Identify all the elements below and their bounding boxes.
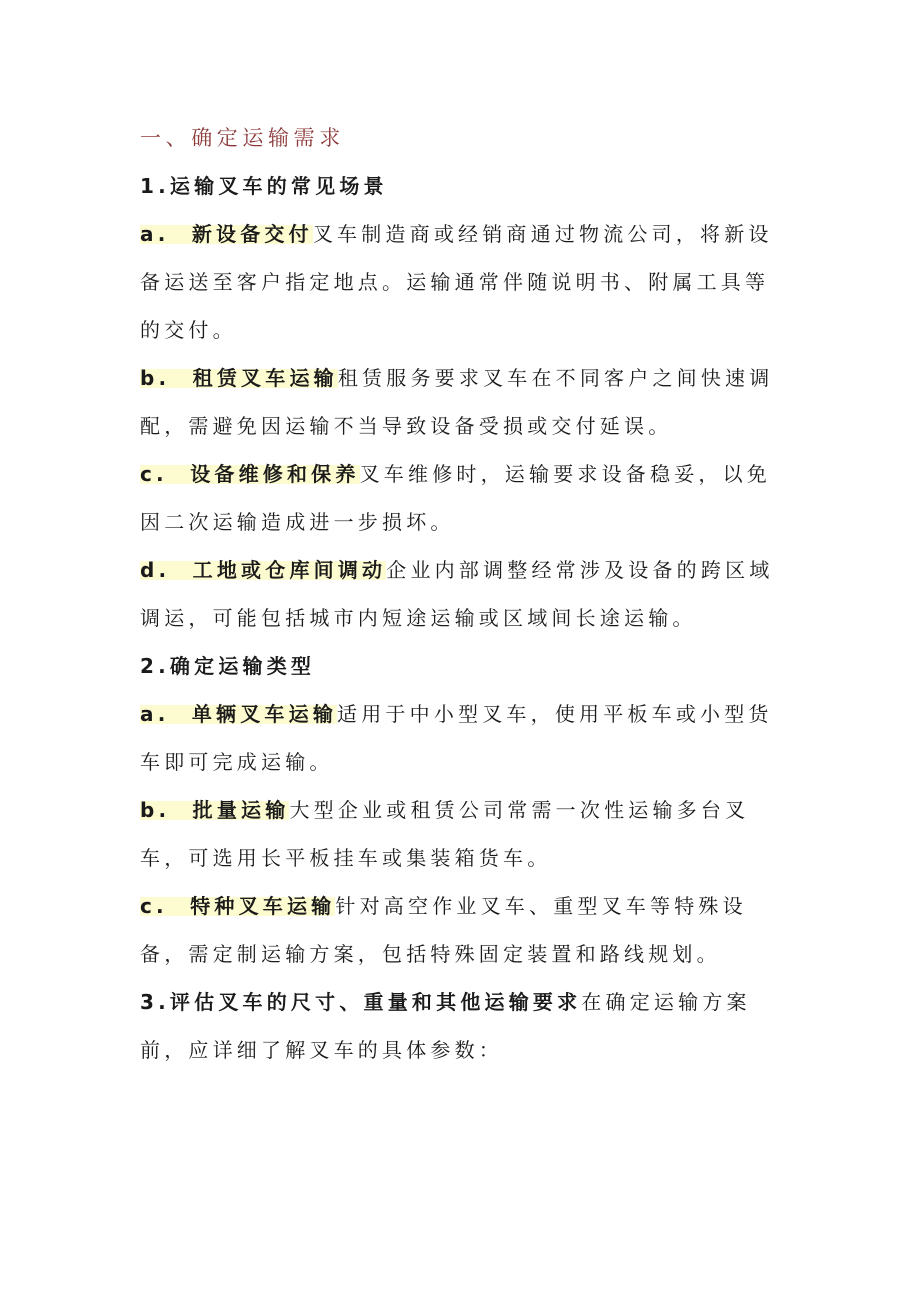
item-text: 大型企业或租赁公司常需一次性运输多台叉车，可选用长平板挂车或集装箱货车。	[140, 798, 750, 870]
subsection-3-text: 在确定运输方案前，应详细了解叉车的具体参数：	[140, 990, 751, 1062]
highlighted-term	[140, 894, 335, 918]
item-text: 适用于中小型叉车，使用平板车或小型货车即可完成运输。	[140, 702, 773, 774]
item-term: 租赁叉车运输	[192, 366, 338, 390]
highlighted-term	[140, 366, 338, 390]
subsection-title-3: 3.评估叉车的尺寸、重量和其他运输要求	[140, 990, 582, 1014]
highlighted-term	[140, 558, 386, 582]
item-term: 特种叉车运输	[190, 894, 336, 918]
section-heading: 一、确定运输需求	[140, 126, 345, 150]
item-term: 批量运输	[192, 798, 290, 822]
highlighted-term	[140, 798, 289, 822]
item-label: a.	[140, 222, 170, 246]
item-term: 单辆叉车运输	[191, 702, 338, 726]
list-item	[140, 354, 780, 450]
item-label: c.	[140, 462, 168, 486]
item-text: 企业内部调整经常涉及设备的跨区域调运，可能包括城市内短途运输或区域间长途运输。	[140, 558, 774, 630]
subsection-title-2: 2.确定运输类型	[140, 654, 316, 678]
item-label: c.	[140, 894, 168, 918]
highlighted-term	[140, 462, 360, 486]
subsection-3	[140, 978, 780, 1074]
item-term: 设备维修和保养	[190, 462, 360, 486]
item-text: 针对高空作业叉车、重型叉车等特殊设备，需定制运输方案，包括特殊固定装置和路线规划。	[140, 894, 747, 966]
item-text: 叉车制造商或经销商通过物流公司，将新设备运送至客户指定地点。运输通常伴随说明书、附属工具等的交付。	[140, 222, 773, 342]
item-term: 新设备交付	[191, 222, 313, 246]
item-term: 工地或仓库间调动	[192, 558, 387, 582]
list-item	[140, 690, 780, 786]
subsection-title-1: 1.运输叉车的常见场景	[140, 174, 388, 198]
highlighted-term	[140, 222, 313, 246]
item-text: 叉车维修时，运输要求设备稳妥，以免因二次运输造成进一步损坏。	[140, 462, 771, 534]
list-item	[140, 786, 780, 882]
list-item	[140, 882, 780, 978]
item-label: d.	[140, 558, 171, 582]
item-text: 租赁服务要求叉车在不同客户之间快速调配，需避免因运输不当导致设备受损或交付延误。	[140, 366, 774, 438]
document-body	[140, 114, 780, 1074]
item-label: a.	[140, 702, 170, 726]
highlighted-term	[140, 702, 337, 726]
list-item	[140, 210, 780, 354]
list-item	[140, 450, 780, 546]
item-label: b.	[140, 798, 171, 822]
item-label: b.	[140, 366, 171, 390]
list-item	[140, 546, 780, 642]
